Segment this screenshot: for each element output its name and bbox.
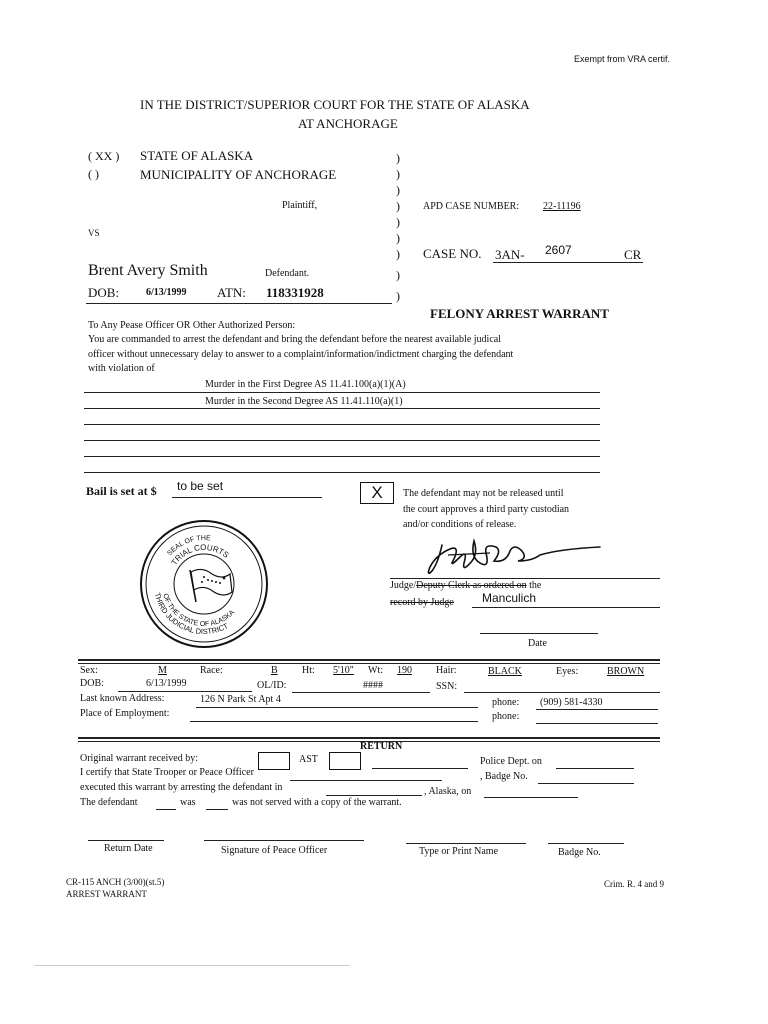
- sex-value: M: [158, 665, 167, 676]
- judge-label-end: the: [526, 580, 542, 591]
- address-label: Last known Address:: [80, 693, 165, 704]
- bail-value: to be set: [177, 479, 224, 493]
- record-by-judge-struck: record by Judge: [390, 597, 454, 608]
- case-number-prefix: 3AN-: [495, 247, 525, 262]
- caption-paren: ): [396, 183, 400, 197]
- caption-paren: ): [396, 167, 400, 181]
- judge-label: Judge/: [390, 580, 417, 591]
- release-checkbox[interactable]: [360, 482, 394, 504]
- state-label: STATE OF ALASKA: [140, 148, 254, 163]
- olid-label: OL/ID:: [257, 680, 287, 691]
- officer-signature-label: Signature of Peace Officer: [221, 845, 328, 856]
- warrant-command-line1: You are commanded to arrest the defendant and bring the defendant before the nearest available judical: [88, 334, 501, 345]
- caption-paren: ): [396, 247, 400, 261]
- checkbox-x-mark: X: [371, 483, 383, 502]
- desc-dob-value: 6/13/1999: [146, 678, 187, 689]
- executed-label: executed this warrant by arresting the defendant in: [80, 782, 283, 793]
- badge-number-label: Badge No.: [558, 847, 601, 858]
- hair-value: BLACK: [488, 666, 522, 677]
- caption-paren: ): [396, 215, 400, 229]
- seal-bottom-text: OF THE STATE OF ALASKA: [161, 592, 237, 629]
- plaintiff-label: Plaintiff,: [282, 200, 318, 211]
- height-value: 5'10": [333, 665, 354, 676]
- ast-checkbox[interactable]: [329, 752, 361, 770]
- vs-label: VS: [88, 228, 100, 238]
- caption-dob-value: 6/13/1999: [146, 287, 187, 298]
- height-label: Ht:: [302, 665, 315, 676]
- weight-value: 190: [397, 665, 412, 676]
- received-checkbox[interactable]: [258, 752, 290, 770]
- caption-paren: ): [396, 199, 400, 213]
- seal-bottom-text-2: THIRD JUDICIAL DISTRICT: [152, 591, 230, 637]
- received-label: Original warrant received by:: [80, 753, 199, 764]
- court-seal-icon: [138, 518, 270, 650]
- police-dept-label: Police Dept. on: [480, 756, 542, 767]
- caption-paren: ): [396, 268, 400, 282]
- return-title: RETURN: [360, 741, 403, 752]
- caption-paren: ): [396, 231, 400, 245]
- exempt-note: Exempt from VRA certif.: [574, 54, 671, 64]
- warrant-command-line3: with violation of: [88, 363, 155, 374]
- eyes-label: Eyes:: [556, 666, 579, 677]
- defendant-served-label: The defendant: [80, 797, 138, 808]
- judge-signature-icon: [420, 533, 610, 579]
- state-checkbox-mark: ( XX ): [88, 149, 120, 163]
- was-not-label: was not served with a copy of the warrant.: [232, 797, 402, 808]
- release-line3: and/or conditions of release.: [403, 519, 517, 530]
- court-location: AT ANCHORAGE: [298, 116, 398, 131]
- alaska-label: , Alaska, on: [424, 786, 472, 797]
- employment-label: Place of Employment:: [80, 708, 170, 719]
- olid-value: ####: [363, 680, 383, 691]
- charge-2: Murder in the Second Degree AS 11.41.110(a)(1): [205, 396, 403, 407]
- case-number-value: 2607: [545, 243, 572, 257]
- race-label: Race:: [200, 665, 223, 676]
- ast-label: AST: [299, 754, 318, 765]
- apd-case-label: APD CASE NUMBER:: [423, 201, 520, 212]
- seal-top-text: SEAL OF THE: [166, 534, 211, 558]
- eyes-value: BROWN: [607, 666, 645, 677]
- release-line1: The defendant may not be released until: [403, 488, 564, 499]
- form-number: CR-115 ANCH (3/00)(st.5): [66, 877, 165, 887]
- atn-label: ATN:: [217, 285, 246, 300]
- defendant-label: Defendant.: [265, 268, 310, 279]
- caption-paren: ): [396, 289, 400, 303]
- caption-dob-label: DOB:: [88, 285, 120, 300]
- case-number-suffix: CR: [624, 247, 642, 262]
- certify-label: I certify that State Trooper or Peace Officer: [80, 767, 254, 778]
- sex-label: Sex:: [80, 665, 98, 676]
- municipality-label: MUNICIPALITY OF ANCHORAGE: [140, 167, 337, 182]
- warrant-title: FELONY ARREST WARRANT: [430, 306, 609, 321]
- case-number-label: CASE NO.: [423, 246, 482, 261]
- desc-dob-label: DOB:: [80, 678, 104, 689]
- apd-case-value: 22-11196: [543, 201, 581, 212]
- badge-label: , Badge No.: [480, 771, 528, 782]
- was-label: was: [180, 797, 196, 808]
- warrant-addressee: To Any Pease Officer OR Other Authorized Person:: [88, 320, 296, 331]
- defendant-name: Brent Avery Smith: [88, 262, 208, 279]
- date-label: Date: [528, 638, 547, 649]
- atn-value: 118331928: [266, 285, 324, 300]
- phone-value: (909) 581-4330: [540, 697, 603, 708]
- address-value: 126 N Park St Apt 4: [200, 694, 281, 705]
- ssn-label: SSN:: [436, 681, 458, 692]
- form-name: ARREST WARRANT: [66, 889, 147, 899]
- seal-top-text-2: TRIAL COURTS: [169, 542, 231, 567]
- judge-name: Manculich: [482, 591, 537, 605]
- municipality-checkbox-mark: ( ): [88, 167, 99, 181]
- bail-label: Bail is set at $: [86, 484, 157, 498]
- release-line2: the court approves a third party custodian: [403, 504, 570, 515]
- race-value: B: [271, 665, 278, 676]
- court-title: IN THE DISTRICT/SUPERIOR COURT FOR THE STATE OF ALASKA: [140, 97, 530, 112]
- caption-paren: ): [396, 151, 400, 165]
- phone-label: phone:: [492, 697, 520, 708]
- weight-label: Wt:: [368, 665, 383, 676]
- criminal-rule: Crim. R. 4 and 9: [604, 879, 664, 889]
- hair-label: Hair:: [436, 665, 457, 676]
- charge-1: Murder in the First Degree AS 11.41.100(a)(1)(A): [205, 379, 406, 390]
- warrant-command-line2: officer without unnecessary delay to answer to a complaint/information/indictment charging the defendant: [88, 349, 514, 360]
- phone2-label: phone:: [492, 711, 520, 722]
- return-date-label: Return Date: [104, 843, 153, 854]
- print-name-label: Type or Print Name: [419, 846, 499, 857]
- judge-label-struck: Deputy Clerk as ordered on: [416, 580, 527, 591]
